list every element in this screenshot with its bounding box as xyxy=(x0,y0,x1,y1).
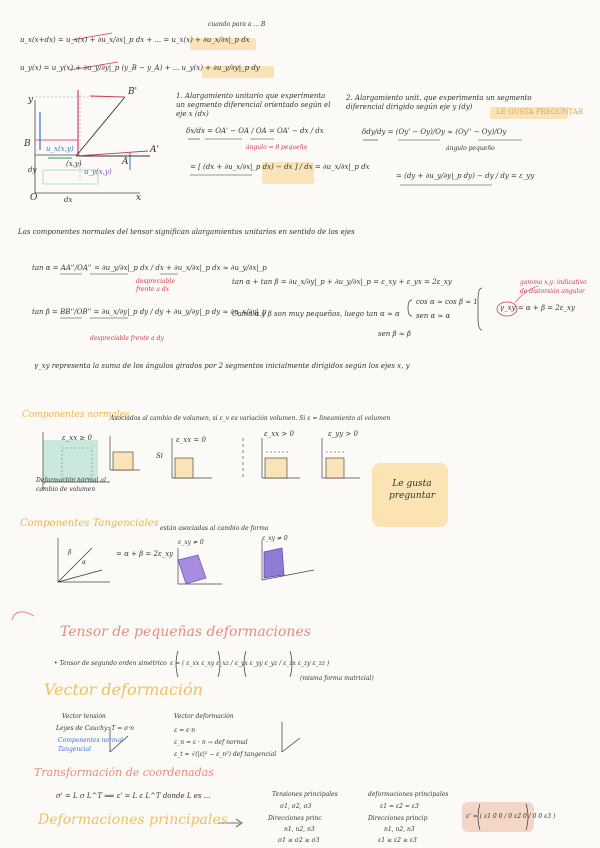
normal-components-desc: Asociados al cambio de volumen, si ε_v es variación volumen. Si ε = lineamiento al volumen xyxy=(110,415,391,422)
principal-col1-title: Tensiones principales xyxy=(272,791,338,798)
normal-components-title: Componentes normales xyxy=(22,410,130,420)
sen-beta-approx: sen β ≈ β xyxy=(378,330,411,338)
label-a-prime: A' xyxy=(150,145,159,155)
sen-approx: sen α ≈ α xyxy=(416,312,451,320)
principal-col2-a: ε1 = ε2 = ε3 xyxy=(380,803,419,810)
label-a: A xyxy=(122,157,129,167)
top-formula-line2: u_y(x) = u_y(x) + ∂u_y/∂y|_p (y_B − y_A) + ... u_y(x) + ∂u_y/∂y|_p dy xyxy=(20,64,260,72)
label-alpha: α xyxy=(82,559,87,566)
section1-formula: δx/dx = OA' − OA / OA = OA' − dx / dx xyxy=(186,127,324,135)
components-text: Las componentes normales del tensor significan alargamientos unitarios en sentido de los ejes xyxy=(18,228,355,236)
box3-label: ε_xx > 0 xyxy=(264,430,294,438)
principal-col2-b: Direcciones princip xyxy=(368,815,428,822)
principal-col1-c: n1, n2, n3 xyxy=(284,826,315,833)
section2-formula2: = (dy + ∂u_y/∂y|_p dy) − dy / dy = ε_yy xyxy=(396,172,535,180)
label-y-axis: y xyxy=(28,95,34,105)
sum-text: γ_xy representa la suma de los ángulos girados por 2 segmentos inicialmente dirigidos según los ejes x, y xyxy=(34,362,410,370)
small-angles: Como α y β son muy pequeños, luego tan α ≈ α xyxy=(232,310,400,318)
section2-formula: δdy/dy = (Oy' − Oy)/Oy ≈ (Oy'' − Oy)/Oy xyxy=(362,128,507,136)
tangential-eq: = α + β = 2ε_xy xyxy=(116,550,174,558)
box2-label: ε_xx = 0 xyxy=(176,436,206,444)
label-ux: u_x(x,y) xyxy=(46,145,74,153)
principal-col1-d: σ1 ≥ σ2 ≥ σ3 xyxy=(278,837,320,844)
section2-heading: 2. Alargamiento unit. que experimenta un segmento diferencial dirigido según eje y (dy) xyxy=(346,94,532,111)
tangential-title: Componentes Tangenciales xyxy=(20,518,159,529)
section1-heading: 1. Alargamiento unitario que experimenta un segmento diferencial orientado según el eje x (dx) xyxy=(176,92,331,118)
label-b: B xyxy=(24,139,31,149)
box4-label: ε_yy > 0 xyxy=(328,430,358,438)
tan-alpha: tan α = AA''/OA'' = ∂u_y/∂x|_p dx / dx + ∂u_x/∂x|_p dx ≈ ∂u_y/∂x|_p xyxy=(32,264,267,272)
tensor-note: (misma forma matricial) xyxy=(300,675,374,682)
principal-col2-d: ε1 ≥ ε2 ≥ ε3 xyxy=(378,837,417,844)
label-uy: u_y(x,y) xyxy=(84,168,112,176)
tangential-ya0: ε_xy ≠ 0 xyxy=(178,539,204,546)
tensor-matrix: ε = ( ε_xx ε_xy ε_xz / ε_yx ε_yy ε_yz / ε_zx ε_zy ε_zz ) xyxy=(170,660,330,667)
tan-beta: tan β = BB''/OB'' = ∂u_x/∂y|_p dy / dy + ∂u_y/∂y|_p dy ≈ ∂u_x/∂y|_p xyxy=(32,308,267,316)
section2-note: ángulo pequeño xyxy=(446,145,495,152)
principal-col2-title: deformaciones principales xyxy=(368,791,449,798)
label-beta: β xyxy=(68,549,72,556)
box1-label: ε_xx ≥ 0 xyxy=(62,434,92,442)
transform-eq: σ' = L σ L^T ⟹ ε' = L ε L^T donde L es ... xyxy=(56,792,211,800)
box1-note: Deformación normal al cambio de volumen xyxy=(36,477,106,493)
label-dy: dy xyxy=(28,166,37,174)
section1-note: ángulo = θ pequeño xyxy=(246,144,308,151)
tensor-line: • Tensor de segundo orden simétrico xyxy=(54,660,167,667)
principal-matrix: ε' = ( ε1 0 0 / 0 ε2 0 / 0 0 ε3 ) xyxy=(466,813,556,820)
top-formula-line1: u_x(x+dx) = u_x(x) + ∂u_x/∂x|_p dx + ... = u_x(x) + ∂u_x/∂x|_p dx xyxy=(20,36,250,44)
gamma-note: gamma x,y: indicativo de distorsión angular xyxy=(520,279,587,295)
section1-formula2: = [ (dx + ∂u_x/∂x|_p dx) − dx ] / dx = ∂u_x/∂x|_p dx xyxy=(190,163,370,171)
si-label: Si xyxy=(156,452,164,460)
top-note: cuando para a ... B xyxy=(208,21,266,28)
label-o: O xyxy=(30,193,38,203)
tangential-desc: están asociadas al cambio de forma xyxy=(160,525,269,532)
label-b-prime: B' xyxy=(128,87,138,97)
tan-sum: tan α + tan β = ∂u_x/∂y|_p + ∂u_y/∂x|_p = ε_xy + ε_yx = 2ε_xy xyxy=(232,278,452,286)
principal-col2-c: n1, n2, n3 xyxy=(384,826,415,833)
vector-sub2: Tangencial xyxy=(58,746,92,753)
vector-tension-label: Vector tensión xyxy=(62,713,106,720)
cos-approx: cos α ≈ cos β ≈ 1 xyxy=(416,298,478,306)
tensor-title: Tensor de pequeñas deformaciones xyxy=(60,624,311,640)
label-x-axis: x xyxy=(136,193,142,203)
label-point-p: (x,y) xyxy=(66,160,82,168)
vector-title: Vector deformación xyxy=(44,680,203,699)
principal-col1-b: Direcciones princ xyxy=(268,815,322,822)
vector-def-label: Vector deformación xyxy=(174,713,234,720)
vector-def2: ε_n = ε · n → def normal xyxy=(174,739,248,746)
tangential-ya0b: ε_xy ≠ 0 xyxy=(262,535,288,542)
tan-alpha-note: despreciable xyxy=(136,278,175,285)
tan-beta-note: despreciable frente a dy xyxy=(90,335,164,342)
sticky-note: Le gusta preguntar xyxy=(388,479,436,501)
gamma-eq: γ_xy = α + β = 2ε_xy xyxy=(500,304,575,312)
transform-title: Transformación de coordenadas xyxy=(34,766,214,779)
principal-col1-a: σ1, σ2, σ3 xyxy=(280,803,312,810)
section2-highlight: LE GUSTA PREGUNTAR xyxy=(496,108,584,116)
vector-def3: ε_t = √(|ε|² − ε_n²) def tangencial xyxy=(174,751,277,758)
tan-alpha-note2: frente a dx xyxy=(136,286,170,293)
vector-cauchy: Leyes de Cauchy: T = σ·n xyxy=(56,725,135,732)
label-dx: dx xyxy=(64,196,73,204)
vector-sub1: Componentes normal xyxy=(58,737,124,744)
principal-title: Deformaciones principales xyxy=(38,812,228,828)
vector-def1: ε = ε·n xyxy=(174,727,196,734)
